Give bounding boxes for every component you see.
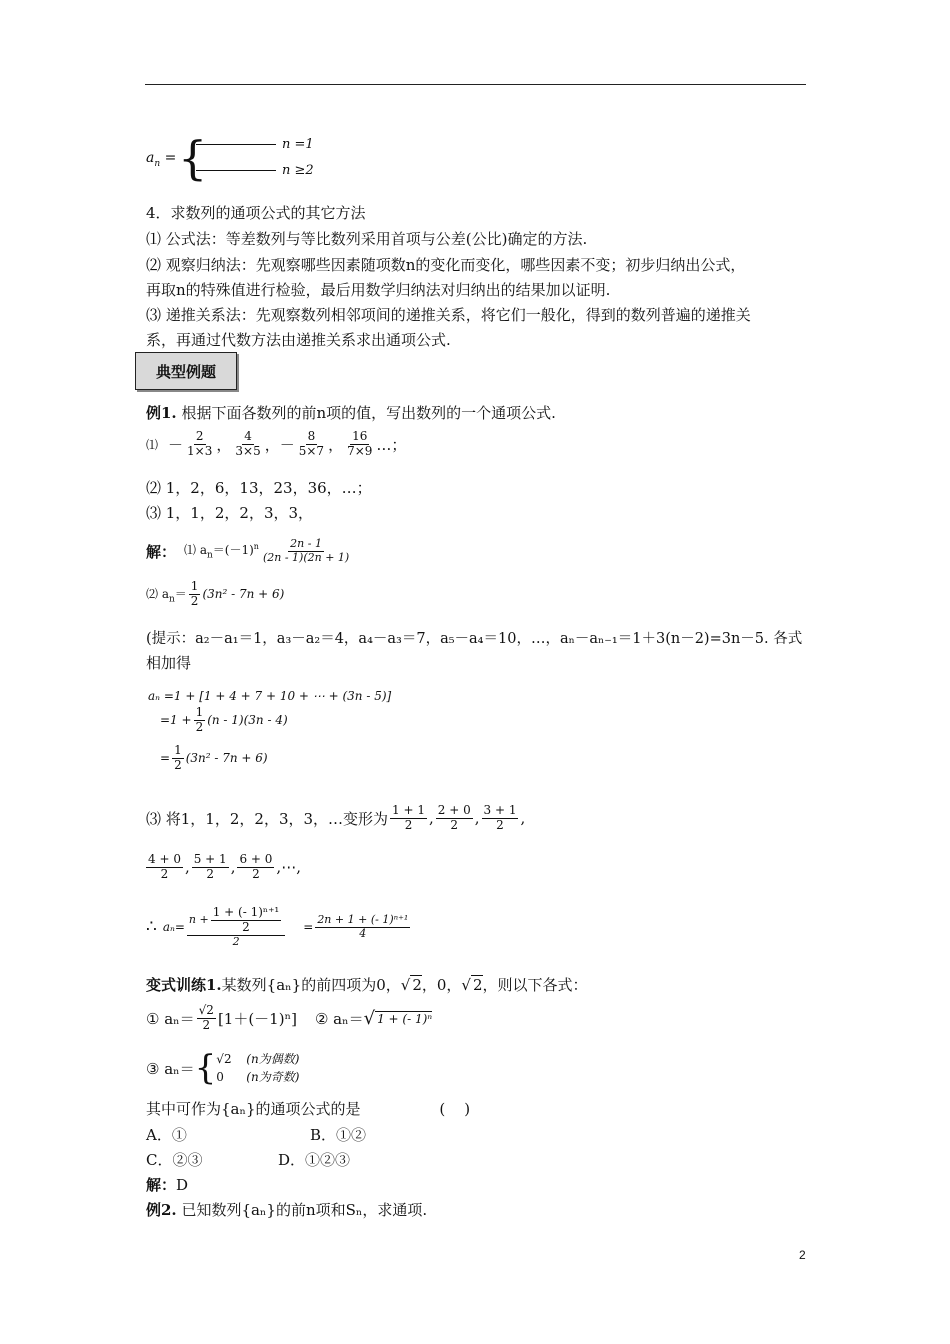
fraction: $\frac{\text{2n + 1 + (- 1)ⁿ⁺¹}}{4}$ (317, 912, 409, 940)
formula-an-lhs: $a_n$ = (146, 150, 177, 169)
section-4-item-2-line-1: ⑵ 观察归纳法：先观察哪些因素随项数n的变化而变化，哪些因素不变；初步归纳出公式， (146, 256, 746, 274)
example-1-q2: ⑵ 1，2，6，13，23，36，…； (146, 479, 372, 497)
choice-c: C．②③ (146, 1151, 203, 1169)
fraction: $\frac{1}{2}$ (174, 743, 182, 772)
fraction: $\frac{2}{1\times 3}$ (187, 429, 213, 458)
nested-fraction: n + $\frac{\text{1 + (- 1)ⁿ⁺¹}}{2}$ 2 (187, 906, 285, 948)
variant-1-question: 其中可作为{aₙ}的通项公式的是 ( ) (146, 1100, 471, 1118)
section-4-item-3-line-2: 系，再通过代数方法由递推关系求出通项公式. (146, 331, 451, 349)
fraction: $\frac{3 + 1}{2}$ (483, 803, 517, 832)
fraction: $\frac{1}{2}$ (195, 705, 204, 734)
solution-1-part-3: ⑶ 将1，1，2，2，3，3，…变形为 $\frac{1 + 1}{2}$ , $\frac{2 + 0}{2}$ , $\frac{3 + 1}{2}$ , (146, 803, 526, 832)
section-4-title: 4．求数列的通项公式的其它方法 (146, 204, 366, 222)
solution-1-part-1: 解： ⑴ $a_n=(-1)^n$ $\frac{2n - 1}{(2n - 1)(2n + 1)}$ (146, 537, 350, 564)
sqrt-icon: √ (363, 1007, 376, 1029)
left-brace-icon: { (178, 131, 208, 185)
fraction: $\frac{5 + 1}{2}$ (193, 852, 227, 881)
example-2-heading: 例2. 已知数列{aₙ}的前n项和Sₙ，求通项. (146, 1201, 428, 1219)
variant-1-options-1-2: ① aₙ＝ $\frac{√2}{2}$ [1＋(－1)ⁿ] ② aₙ＝ √ 1 + (- 1)ⁿ (146, 1003, 433, 1032)
fraction: $\frac{16}{7\times 9}$ (347, 429, 373, 458)
example-1-heading: 例1. 根据下面各数列的前n项的值，写出数列的一个通项公式. (146, 404, 556, 422)
solution-1-final: ∴ aₙ= n + $\frac{\text{1 + (- 1)ⁿ⁺¹}}{2}$ 2 = $\frac{\text{2n + 1 + (- 1)ⁿ⁺¹}}{4}$ (146, 905, 409, 948)
left-brace-icon: { (194, 1048, 217, 1088)
section-4-item-1: ⑴ 公式法：等差数列与等比数列采用首项与公差(公比)确定的方法. (146, 230, 588, 248)
choice-d: D．①②③ (278, 1151, 351, 1169)
sqrt-icon: √ (461, 975, 471, 994)
example-1-q3: ⑶ 1，1，2，2，3，3， (146, 504, 314, 522)
formula-case-1: n =1 (196, 137, 314, 152)
fraction: $\frac{4 + 0}{2}$ (148, 852, 181, 881)
variant-1-heading: 变式训练1. 某数列{aₙ}的前四项为0， √ 2 ，0， √ 2 ，则以下各式： (146, 975, 588, 994)
formula-case-2: n ≥2 (196, 163, 314, 178)
header-rule (145, 84, 806, 85)
typical-examples-label: 典型例题 (135, 352, 237, 390)
example-1-q1: ⑴ － $\frac{2}{1\times 3}$ ， $\frac{4}{3\times 5}$ ， － $\frac{8}{5\times 7}$ ， $\frac{16}{7\times 9}$ …； (146, 429, 407, 458)
fraction: $\frac{2n - 1}{(2n - 1)(2n + 1)}$ (262, 537, 350, 564)
fraction: $\frac{4}{3\times 5}$ (235, 429, 261, 458)
page-number: 2 (799, 1248, 806, 1262)
variant-1-answer: 解：D (146, 1176, 189, 1194)
derivation-line-2: =1 + $\frac{1}{2}$ (n - 1)(3n - 4) (160, 705, 288, 734)
derivation-line-1: aₙ =1 + [1 + 4 + 7 + 10 + ⋯ + (3n - 5)] (148, 689, 392, 703)
fraction: $\frac{1}{2}$ (190, 579, 199, 608)
solution-1-hint-line-1: (提示：a₂－a₁＝1，a₃－a₂＝4，a₄－a₃＝7，a₅－a₄＝10，…，aₙ－aₙ₋₁＝1＋3(n－2)=3n－5. 各式 (146, 631, 803, 647)
fraction: $\frac{1 + 1}{2}$ (392, 803, 425, 832)
solution-1-part-2: ⑵ $a_n=$ $\frac{1}{2}$ (3n² - 7n + 6) (146, 579, 285, 608)
derivation-line-3: = $\frac{1}{2}$ (3n² - 7n + 6) (160, 743, 268, 772)
sqrt-icon: √ (400, 975, 411, 994)
section-4-item-3-line-1: ⑶ 递推关系法：先观察数列相邻项间的递推关系，将它们一般化，得到的数列普遍的递推关 (146, 306, 751, 324)
choice-a: A．① (146, 1126, 187, 1144)
fraction: $\frac{8}{5\times 7}$ (298, 429, 325, 458)
choice-b: B．①② (310, 1126, 367, 1144)
solution-1-part-3-cont: $\frac{4 + 0}{2}$ , $\frac{5 + 1}{2}$ , $\frac{6 + 0}{2}$ ,⋯, (148, 852, 301, 881)
fraction: $\frac{2 + 0}{2}$ (437, 803, 471, 832)
section-4-item-2-line-2: 再取n的特殊值进行检验，最后用数学归纳法对归纳出的结果加以证明. (146, 281, 611, 299)
fraction: $\frac{6 + 0}{2}$ (239, 852, 273, 881)
variant-1-option-3: ③ aₙ＝ { √2 (n为偶数) 0 (n为奇数) (146, 1048, 300, 1088)
fraction: $\frac{√2}{2}$ (198, 1003, 214, 1032)
solution-1-hint-line-2: 相加得 (146, 654, 192, 672)
